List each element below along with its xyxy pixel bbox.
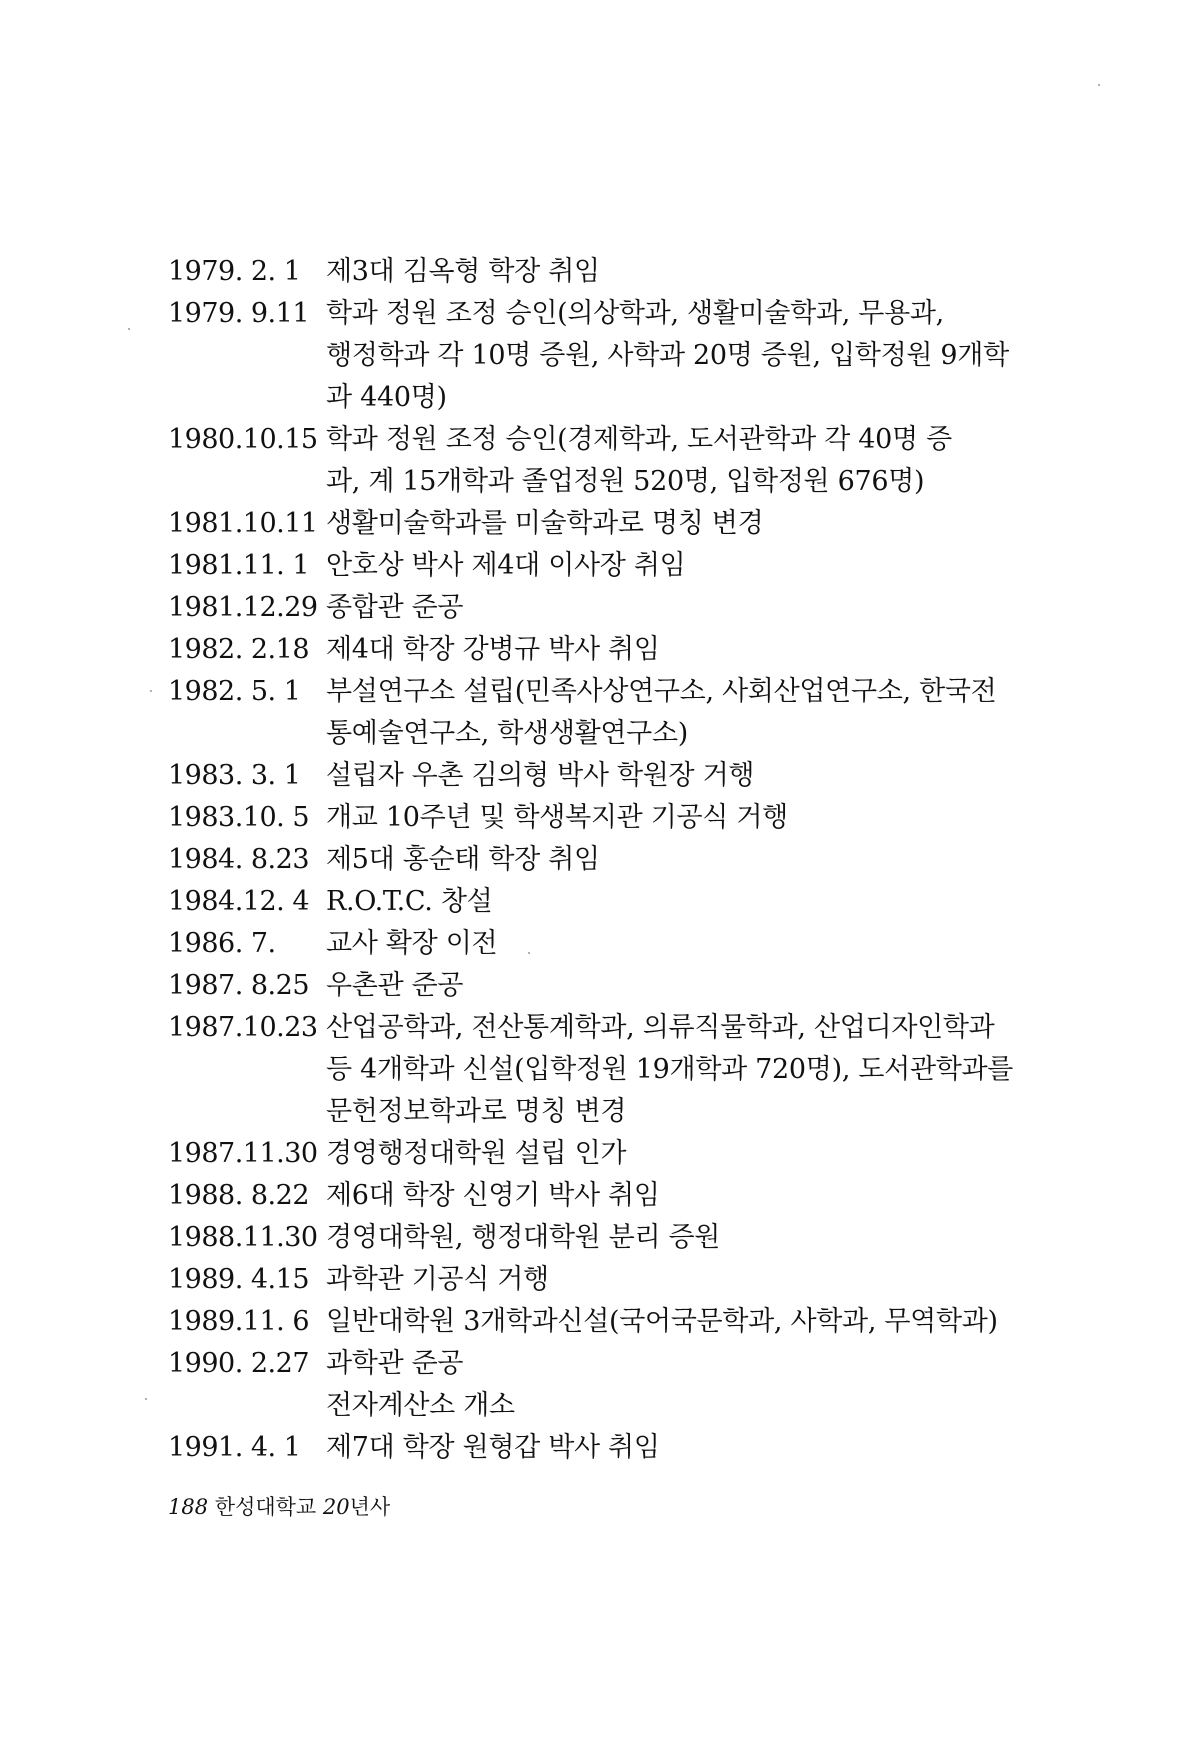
entry-event	[326, 503, 1028, 545]
entry-event-line: 문헌정보학과로 명칭 변경	[326, 1096, 627, 1127]
entry-date: 1989.11. 6	[168, 1306, 309, 1337]
chronology-entry	[168, 881, 1028, 923]
scan-speck	[145, 1398, 147, 1400]
entry-event	[326, 1175, 1028, 1217]
entry-date: 1979. 9.11	[168, 298, 309, 329]
entry-event	[326, 965, 1028, 1007]
entry-event	[326, 587, 1028, 629]
entry-event	[326, 1133, 1028, 1175]
entry-event-line: 개교 10주년 및 학생복지관 기공식 거행	[326, 802, 788, 833]
entry-date: 1981.12.29	[168, 592, 318, 623]
page-number: 188	[168, 1495, 209, 1519]
entry-event	[326, 293, 1028, 419]
entry-event-line: 교사 확장 이전	[326, 928, 498, 959]
entry-date: 1983. 3. 1	[168, 760, 301, 791]
entry-date: 1987. 8.25	[168, 970, 309, 1001]
scan-speck	[1098, 84, 1100, 86]
chronology-entry	[168, 1259, 1028, 1301]
entry-date: 1982. 5. 1	[168, 676, 301, 707]
chronology-entry	[168, 1301, 1028, 1343]
book-title	[215, 1495, 390, 1519]
entry-event-line: 제4대 학장 강병규 박사 취임	[326, 634, 660, 665]
entry-event-line: 통예술연구소, 학생생활연구소)	[326, 718, 688, 749]
entry-event-line: 학과 정원 조정 승인(의상학과, 생활미술학과, 무용과,	[326, 298, 944, 329]
chronology-entry	[168, 923, 1028, 965]
chronology-entry	[168, 797, 1028, 839]
entry-date: 1981.10.11	[168, 508, 318, 539]
entry-event-line: 안호상 박사 제4대 이사장 취임	[326, 550, 686, 581]
entry-date: 1979. 2. 1	[168, 256, 301, 287]
entry-event	[326, 881, 1028, 923]
entry-date: 1988. 8.22	[168, 1180, 309, 1211]
entry-event	[326, 1427, 1028, 1469]
entry-event-line: R.O.T.C. 창설	[326, 886, 493, 917]
entry-event-line: 과 440명)	[326, 382, 447, 413]
entry-event	[326, 1007, 1028, 1133]
chronology-entry	[168, 545, 1028, 587]
entry-event	[326, 755, 1028, 797]
entry-event-line: 설립자 우촌 김의형 박사 학원장 거행	[326, 760, 755, 791]
chronology-entry	[168, 1427, 1028, 1469]
entry-event	[326, 419, 1028, 503]
entry-event	[326, 1259, 1028, 1301]
entry-event	[326, 839, 1028, 881]
chronology-entry	[168, 587, 1028, 629]
entry-event	[326, 923, 1028, 965]
chronology-entry	[168, 1133, 1028, 1175]
chronology-entry	[168, 251, 1028, 293]
entry-event-line: 제6대 학장 신영기 박사 취임	[326, 1180, 660, 1211]
chronology-entry	[168, 1007, 1028, 1133]
book-title-suffix: 년사	[349, 1495, 391, 1519]
entry-date: 1987.11.30	[168, 1138, 318, 1169]
entry-event	[326, 545, 1028, 587]
entry-event	[326, 629, 1028, 671]
entry-date: 1988.11.30	[168, 1222, 318, 1253]
entry-event-line: 과학관 기공식 거행	[326, 1264, 549, 1295]
entry-event-line: 생활미술학과를 미술학과로 명칭 변경	[326, 508, 764, 539]
entry-event-line: 부설연구소 설립(민족사상연구소, 사회산업연구소, 한국전	[326, 676, 997, 707]
chronology-entry	[168, 839, 1028, 881]
scan-speck	[528, 952, 530, 954]
chronology-entry	[168, 755, 1028, 797]
entry-date: 1983.10. 5	[168, 802, 309, 833]
scan-speck	[150, 690, 152, 692]
entry-date: 1990. 2.27	[168, 1348, 309, 1379]
entry-date: 1987.10.23	[168, 1012, 318, 1043]
chronology-entry	[168, 1343, 1028, 1427]
entry-event	[326, 1301, 1028, 1343]
chronology-entry	[168, 419, 1028, 503]
chronology-entry	[168, 629, 1028, 671]
entry-date: 1981.11. 1	[168, 550, 309, 581]
chronology-entry	[168, 1217, 1028, 1259]
entry-event-line: 경영행정대학원 설립 인가	[326, 1138, 627, 1169]
entry-event-line: 과, 계 15개학과 졸업정원 520명, 입학정원 676명)	[326, 466, 925, 497]
chronology-entry	[168, 503, 1028, 545]
entry-event-line: 제3대 김옥형 학장 취임	[326, 256, 600, 287]
entry-date: 1982. 2.18	[168, 634, 309, 665]
entry-event-line: 등 4개학과 신설(입학정원 19개학과 720명), 도서관학과를	[326, 1054, 1014, 1085]
entry-event-line: 우촌관 준공	[326, 970, 464, 1001]
entry-event	[326, 797, 1028, 839]
entry-date: 1980.10.15	[168, 424, 318, 455]
entry-event	[326, 1343, 1028, 1427]
entry-date: 1984.12. 4	[168, 886, 309, 917]
entry-event	[326, 671, 1028, 755]
entry-event	[326, 251, 1028, 293]
page-footer	[168, 1492, 390, 1522]
entry-date: 1984. 8.23	[168, 844, 309, 875]
entry-event-line: 제7대 학장 원형갑 박사 취임	[326, 1432, 660, 1463]
entry-event-line: 종합관 준공	[326, 592, 464, 623]
chronology-entry	[168, 965, 1028, 1007]
scan-speck	[128, 328, 130, 330]
entry-event-line: 제5대 홍순태 학장 취임	[326, 844, 600, 875]
entry-event-line: 학과 정원 조정 승인(경제학과, 도서관학과 각 40명 증	[326, 424, 952, 455]
entry-date: 1986. 7.	[168, 928, 276, 959]
entry-date: 1989. 4.15	[168, 1264, 309, 1295]
chronology-entry	[168, 1175, 1028, 1217]
book-title-prefix: 한성대학교	[214, 1495, 317, 1519]
entry-event-line: 전자계산소 개소	[326, 1390, 515, 1421]
chronology-entry	[168, 671, 1028, 755]
entry-event-line: 과학관 준공	[326, 1348, 464, 1379]
entry-event-line: 경영대학원, 행정대학원 분리 증원	[326, 1222, 721, 1253]
chronology-list	[168, 251, 1028, 1469]
entry-event-line: 일반대학원 3개학과신설(국어국문학과, 사학과, 무역학과)	[326, 1306, 998, 1337]
chronology-entry	[168, 293, 1028, 419]
entry-date: 1991. 4. 1	[168, 1432, 301, 1463]
entry-event-line: 행정학과 각 10명 증원, 사학과 20명 증원, 입학정원 9개학	[326, 340, 1009, 371]
book-title-number: 20	[322, 1495, 350, 1519]
entry-event-line: 산업공학과, 전산통계학과, 의류직물학과, 산업디자인학과	[326, 1012, 995, 1043]
entry-event	[326, 1217, 1028, 1259]
